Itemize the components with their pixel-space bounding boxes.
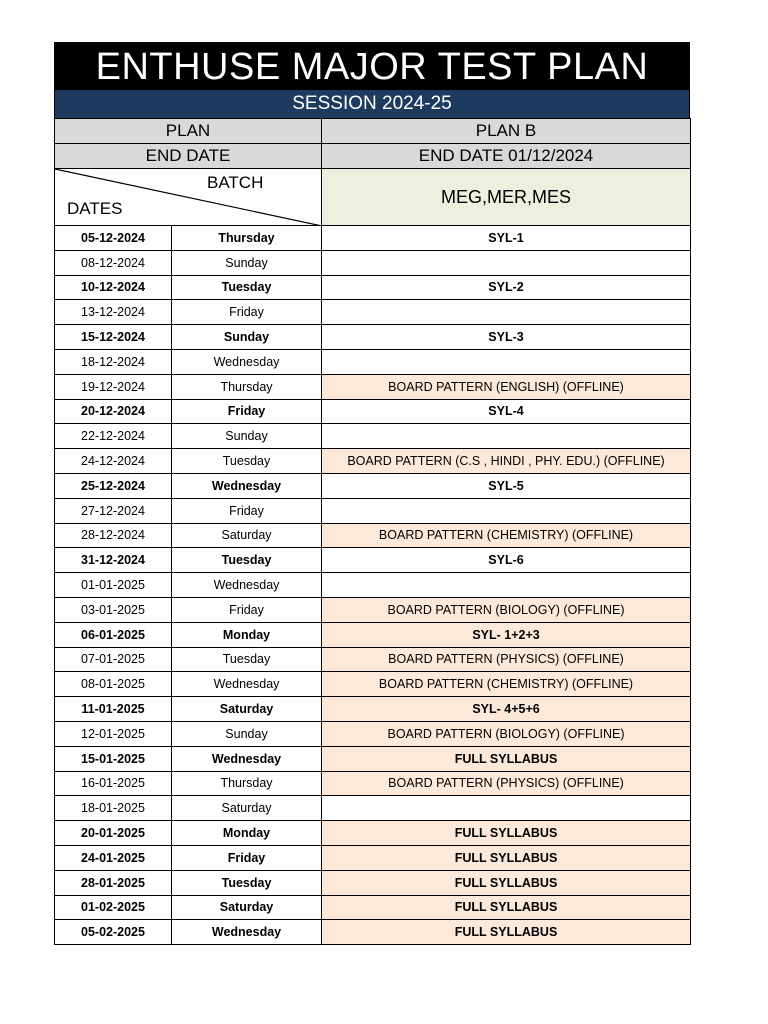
row-test: FULL SYLLABUS xyxy=(322,845,691,870)
row-date: 28-12-2024 xyxy=(55,523,172,548)
session-banner: SESSION 2024-25 xyxy=(54,90,690,118)
row-day: Thursday xyxy=(172,226,322,251)
table-row xyxy=(55,771,691,796)
row-day: Saturday xyxy=(172,796,322,821)
row-test: SYL-4 xyxy=(322,399,691,424)
table-row xyxy=(55,845,691,870)
row-day: Wednesday xyxy=(172,473,322,498)
row-date: 24-12-2024 xyxy=(55,449,172,474)
row-day: Thursday xyxy=(172,771,322,796)
row-day: Friday xyxy=(172,498,322,523)
row-date: 01-02-2025 xyxy=(55,895,172,920)
row-test: BOARD PATTERN (PHYSICS) (OFFLINE) xyxy=(322,647,691,672)
row-date: 18-12-2024 xyxy=(55,349,172,374)
row-day: Friday xyxy=(172,300,322,325)
table-row xyxy=(55,597,691,622)
row-day: Tuesday xyxy=(172,548,322,573)
row-test: BOARD PATTERN (CHEMISTRY) (OFFLINE) xyxy=(322,523,691,548)
test-plan-sheet xyxy=(54,42,690,945)
row-date: 01-01-2025 xyxy=(55,573,172,598)
row-date: 22-12-2024 xyxy=(55,424,172,449)
row-day: Tuesday xyxy=(172,449,322,474)
row-date: 25-12-2024 xyxy=(55,473,172,498)
batch-header-row xyxy=(55,169,691,226)
row-test: BOARD PATTERN (PHYSICS) (OFFLINE) xyxy=(322,771,691,796)
row-date: 05-12-2024 xyxy=(55,226,172,251)
row-day: Wednesday xyxy=(172,573,322,598)
row-date: 06-01-2025 xyxy=(55,622,172,647)
table-row xyxy=(55,523,691,548)
row-day: Tuesday xyxy=(172,647,322,672)
row-test: SYL-6 xyxy=(322,548,691,573)
row-test: BOARD PATTERN (BIOLOGY) (OFFLINE) xyxy=(322,721,691,746)
table-row xyxy=(55,647,691,672)
row-test xyxy=(322,573,691,598)
row-date: 10-12-2024 xyxy=(55,275,172,300)
row-test xyxy=(322,498,691,523)
row-day: Friday xyxy=(172,399,322,424)
row-test: BOARD PATTERN (BIOLOGY) (OFFLINE) xyxy=(322,597,691,622)
row-day: Sunday xyxy=(172,721,322,746)
page-title: ENTHUSE MAJOR TEST PLAN xyxy=(54,42,690,90)
schedule-table xyxy=(54,118,691,945)
row-date: 15-01-2025 xyxy=(55,746,172,771)
row-date: 20-12-2024 xyxy=(55,399,172,424)
row-test: FULL SYLLABUS xyxy=(322,821,691,846)
row-day: Wednesday xyxy=(172,672,322,697)
row-date: 27-12-2024 xyxy=(55,498,172,523)
table-row xyxy=(55,473,691,498)
row-day: Friday xyxy=(172,597,322,622)
row-date: 18-01-2025 xyxy=(55,796,172,821)
batch-label: BATCH xyxy=(207,173,264,192)
table-row xyxy=(55,796,691,821)
row-date: 08-01-2025 xyxy=(55,672,172,697)
batch-value: MEG,MER,MES xyxy=(322,169,691,226)
row-day: Tuesday xyxy=(172,870,322,895)
row-day: Thursday xyxy=(172,374,322,399)
row-date: 16-01-2025 xyxy=(55,771,172,796)
schedule-table-body xyxy=(55,119,691,945)
row-test xyxy=(322,349,691,374)
row-date: 03-01-2025 xyxy=(55,597,172,622)
row-test: BOARD PATTERN (ENGLISH) (OFFLINE) xyxy=(322,374,691,399)
row-test: SYL-2 xyxy=(322,275,691,300)
table-row xyxy=(55,622,691,647)
table-row xyxy=(55,300,691,325)
row-test xyxy=(322,796,691,821)
row-date: 07-01-2025 xyxy=(55,647,172,672)
row-test: SYL- 1+2+3 xyxy=(322,622,691,647)
row-test: BOARD PATTERN (C.S , HINDI , PHY. EDU.) (OFFLINE) xyxy=(322,449,691,474)
row-date: 11-01-2025 xyxy=(55,697,172,722)
table-row xyxy=(55,920,691,945)
row-date: 08-12-2024 xyxy=(55,250,172,275)
table-row xyxy=(55,449,691,474)
row-date: 24-01-2025 xyxy=(55,845,172,870)
table-row xyxy=(55,250,691,275)
row-day: Saturday xyxy=(172,895,322,920)
row-date: 15-12-2024 xyxy=(55,325,172,350)
row-test: FULL SYLLABUS xyxy=(322,895,691,920)
table-row xyxy=(55,498,691,523)
end-date-label: END DATE xyxy=(55,144,322,169)
row-test: FULL SYLLABUS xyxy=(322,920,691,945)
row-day: Monday xyxy=(172,622,322,647)
table-row xyxy=(55,399,691,424)
plan-row xyxy=(55,119,691,144)
row-day: Saturday xyxy=(172,697,322,722)
table-row xyxy=(55,325,691,350)
row-test xyxy=(322,250,691,275)
row-day: Tuesday xyxy=(172,275,322,300)
row-day: Friday xyxy=(172,845,322,870)
batch-dates-corner-cell xyxy=(55,169,322,226)
row-day: Sunday xyxy=(172,325,322,350)
row-day: Saturday xyxy=(172,523,322,548)
table-row xyxy=(55,374,691,399)
row-date: 13-12-2024 xyxy=(55,300,172,325)
row-day: Monday xyxy=(172,821,322,846)
table-row xyxy=(55,672,691,697)
end-date-row xyxy=(55,144,691,169)
dates-label: DATES xyxy=(67,199,123,218)
row-test: SYL- 4+5+6 xyxy=(322,697,691,722)
row-test: FULL SYLLABUS xyxy=(322,870,691,895)
table-row xyxy=(55,697,691,722)
table-row xyxy=(55,870,691,895)
row-test xyxy=(322,424,691,449)
row-date: 31-12-2024 xyxy=(55,548,172,573)
row-day: Wednesday xyxy=(172,920,322,945)
row-test: SYL-5 xyxy=(322,473,691,498)
row-test: SYL-1 xyxy=(322,226,691,251)
table-row xyxy=(55,424,691,449)
row-day: Sunday xyxy=(172,250,322,275)
row-test: BOARD PATTERN (CHEMISTRY) (OFFLINE) xyxy=(322,672,691,697)
row-date: 19-12-2024 xyxy=(55,374,172,399)
row-test: FULL SYLLABUS xyxy=(322,746,691,771)
table-row xyxy=(55,226,691,251)
row-day: Wednesday xyxy=(172,349,322,374)
row-date: 28-01-2025 xyxy=(55,870,172,895)
plan-value: PLAN B xyxy=(322,119,691,144)
row-test: SYL-3 xyxy=(322,325,691,350)
plan-label: PLAN xyxy=(55,119,322,144)
row-day: Sunday xyxy=(172,424,322,449)
row-date: 12-01-2025 xyxy=(55,721,172,746)
row-day: Wednesday xyxy=(172,746,322,771)
table-row xyxy=(55,573,691,598)
row-date: 05-02-2025 xyxy=(55,920,172,945)
table-row xyxy=(55,349,691,374)
table-row xyxy=(55,548,691,573)
end-date-value: END DATE 01/12/2024 xyxy=(322,144,691,169)
table-row xyxy=(55,721,691,746)
table-row xyxy=(55,895,691,920)
table-row xyxy=(55,746,691,771)
table-row xyxy=(55,821,691,846)
row-test xyxy=(322,300,691,325)
table-row xyxy=(55,275,691,300)
row-date: 20-01-2025 xyxy=(55,821,172,846)
